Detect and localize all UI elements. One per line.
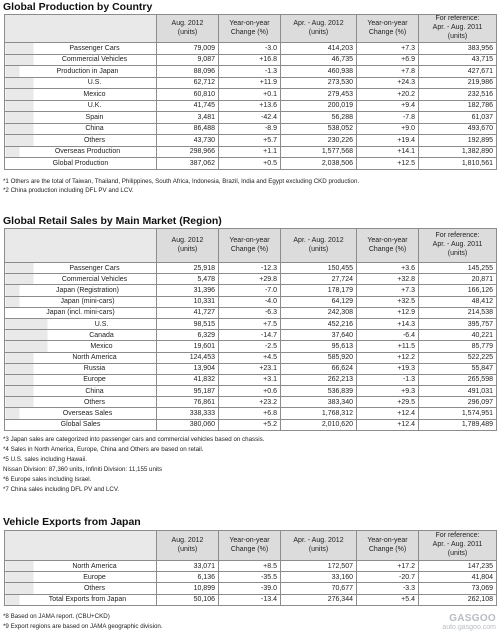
value-cell: 1,577,568	[281, 146, 357, 158]
row-label: Overseas Sales	[5, 408, 157, 419]
value-cell: 338,333	[157, 408, 219, 419]
value-cell: 41,745	[157, 100, 219, 112]
retail-note-6: *7 China sales including DFL PV and LCV.	[3, 486, 120, 493]
value-cell: -39.0	[219, 583, 281, 594]
value-cell: 9,087	[157, 54, 219, 66]
table-row	[5, 158, 497, 170]
value-cell: 95,187	[157, 386, 219, 397]
value-cell: 20,871	[419, 274, 497, 285]
row-label: Passenger Cars	[5, 263, 157, 274]
value-cell: -35.5	[219, 572, 281, 583]
value-cell: +0.5	[219, 158, 281, 170]
value-cell: 62,712	[157, 77, 219, 89]
value-cell: 6,136	[157, 572, 219, 583]
row-label: Spain	[5, 112, 157, 124]
value-cell: 5,478	[157, 274, 219, 285]
value-cell: 61,037	[419, 112, 497, 124]
header-blank-cell	[5, 229, 157, 263]
value-cell: +7.8	[357, 66, 419, 78]
value-cell: +7.3	[357, 43, 419, 55]
value-cell: 147,235	[419, 561, 497, 572]
table-header-row	[5, 15, 497, 43]
value-cell: 414,203	[281, 43, 357, 55]
value-cell: 27,724	[281, 274, 357, 285]
row-label: Passenger Cars	[5, 43, 157, 55]
row-label: Overseas Production	[5, 146, 157, 158]
value-cell: +0.6	[219, 386, 281, 397]
value-cell: 383,956	[419, 43, 497, 55]
table-row	[5, 146, 497, 158]
table-row	[5, 100, 497, 112]
table-row	[5, 374, 497, 385]
exports-note-2: *9 Export regions are based on JAMA geographic division.	[3, 623, 163, 630]
value-cell: 2,038,506	[281, 158, 357, 170]
value-cell: +23.2	[219, 397, 281, 408]
table-row	[5, 408, 497, 419]
row-label: Russia	[5, 363, 157, 374]
table-row	[5, 594, 497, 605]
value-cell: -3.3	[357, 583, 419, 594]
value-cell: +32.5	[357, 296, 419, 307]
table-row	[5, 363, 497, 374]
row-label: Others	[5, 135, 157, 147]
value-cell: +12.4	[357, 408, 419, 419]
table-row	[5, 66, 497, 78]
value-cell: 64,129	[281, 296, 357, 307]
table-row	[5, 307, 497, 318]
row-label: China	[5, 386, 157, 397]
value-cell: +11.5	[357, 341, 419, 352]
value-cell: 10,331	[157, 296, 219, 307]
value-cell: +6.8	[219, 408, 281, 419]
table-row	[5, 77, 497, 89]
row-label: Global Production	[5, 158, 157, 170]
column-header: Year-on-year Change (%)	[219, 229, 281, 263]
row-label: North America	[5, 561, 157, 572]
value-cell: -1.3	[219, 66, 281, 78]
value-cell: 66,624	[281, 363, 357, 374]
value-cell: -7.8	[357, 112, 419, 124]
value-cell: -6.3	[219, 307, 281, 318]
value-cell: 172,507	[281, 561, 357, 572]
table-row	[5, 318, 497, 329]
row-label: Canada	[5, 330, 157, 341]
value-cell: 585,920	[281, 352, 357, 363]
value-cell: 50,106	[157, 594, 219, 605]
gasgoo-url: auto.gasgoo.com	[442, 624, 496, 631]
value-cell: 200,019	[281, 100, 357, 112]
value-cell: 86,488	[157, 123, 219, 135]
value-cell: 214,538	[419, 307, 497, 318]
value-cell: 2,010,620	[281, 419, 357, 430]
column-header: For reference: Apr. - Aug. 2011 (units)	[419, 229, 497, 263]
column-header: Apr. - Aug. 2012 (units)	[281, 229, 357, 263]
value-cell: 43,715	[419, 54, 497, 66]
value-cell: -12.3	[219, 263, 281, 274]
value-cell: +13.6	[219, 100, 281, 112]
table-row	[5, 341, 497, 352]
column-header: Year-on-year Change (%)	[357, 229, 419, 263]
value-cell: 452,216	[281, 318, 357, 329]
value-cell: -8.9	[219, 123, 281, 135]
value-cell: 41,727	[157, 307, 219, 318]
table-row	[5, 285, 497, 296]
value-cell: 43,730	[157, 135, 219, 147]
value-cell: +17.2	[357, 561, 419, 572]
value-cell: -2.5	[219, 341, 281, 352]
gasgoo-logo: GASGOO	[449, 613, 496, 624]
retail-note-3: *5 U.S. sales including Hawaii.	[3, 456, 87, 463]
column-header: Year-on-year Change (%)	[219, 531, 281, 561]
value-cell: 262,108	[419, 594, 497, 605]
value-cell: 192,895	[419, 135, 497, 147]
retail-table	[4, 228, 497, 431]
column-header: Year-on-year Change (%)	[357, 531, 419, 561]
table-row	[5, 572, 497, 583]
value-cell: +16.8	[219, 54, 281, 66]
value-cell: 3,481	[157, 112, 219, 124]
value-cell: -6.4	[357, 330, 419, 341]
column-header: Aug. 2012 (units)	[157, 15, 219, 43]
value-cell: 33,160	[281, 572, 357, 583]
row-label: Others	[5, 583, 157, 594]
row-label: Total Exports from Japan	[5, 594, 157, 605]
value-cell: 145,255	[419, 263, 497, 274]
value-cell: +5.7	[219, 135, 281, 147]
table-row	[5, 263, 497, 274]
table-row	[5, 89, 497, 101]
table-row	[5, 397, 497, 408]
column-header: For reference: Apr. - Aug. 2011 (units)	[419, 15, 497, 43]
value-cell: 73,069	[419, 583, 497, 594]
value-cell: 262,213	[281, 374, 357, 385]
column-header: Year-on-year Change (%)	[357, 15, 419, 43]
value-cell: 538,052	[281, 123, 357, 135]
row-label: U.S.	[5, 318, 157, 329]
value-cell: 380,060	[157, 419, 219, 430]
value-cell: 150,455	[281, 263, 357, 274]
row-label: Europe	[5, 374, 157, 385]
production-note-1: *1 Others are the total of Taiwan, Thailand, Philippines, South Africa, Indonesia, Brazil, India and Egypt excluding CKD production.	[3, 178, 360, 185]
value-cell: 296,097	[419, 397, 497, 408]
row-label: Japan (mini-cars)	[5, 296, 157, 307]
gasgoo-watermark	[442, 613, 496, 631]
value-cell: 279,453	[281, 89, 357, 101]
value-cell: +3.1	[219, 374, 281, 385]
table-row	[5, 123, 497, 135]
table-row	[5, 135, 497, 147]
value-cell: +19.4	[357, 135, 419, 147]
value-cell: 491,031	[419, 386, 497, 397]
value-cell: 522,225	[419, 352, 497, 363]
row-label: Japan (Registration)	[5, 285, 157, 296]
value-cell: 1,382,890	[419, 146, 497, 158]
value-cell: +12.4	[357, 419, 419, 430]
value-cell: 1,810,561	[419, 158, 497, 170]
value-cell: +14.3	[357, 318, 419, 329]
table-row	[5, 352, 497, 363]
table-row	[5, 296, 497, 307]
row-label: Commercial Vehicles	[5, 54, 157, 66]
row-label: Others	[5, 397, 157, 408]
row-label: Commercial Vehicles	[5, 274, 157, 285]
row-label: Global Sales	[5, 419, 157, 430]
value-cell: 460,938	[281, 66, 357, 78]
column-header: Aug. 2012 (units)	[157, 229, 219, 263]
value-cell: -1.3	[357, 374, 419, 385]
value-cell: 232,516	[419, 89, 497, 101]
retail-note-1: *3 Japan sales are categorized into passenger cars and commercial vehicles based on chassis.	[3, 436, 265, 443]
value-cell: 265,598	[419, 374, 497, 385]
value-cell: -13.4	[219, 594, 281, 605]
value-cell: +24.3	[357, 77, 419, 89]
value-cell: 230,226	[281, 135, 357, 147]
table-header-row	[5, 531, 497, 561]
value-cell: +12.5	[357, 158, 419, 170]
value-cell: 427,671	[419, 66, 497, 78]
value-cell: +5.4	[357, 594, 419, 605]
production-table	[4, 14, 497, 170]
value-cell: +4.5	[219, 352, 281, 363]
retail-note-4: Nissan Division: 87,360 units, Infiniti Division: 11,155 units	[3, 466, 163, 473]
value-cell: +8.5	[219, 561, 281, 572]
value-cell: 166,126	[419, 285, 497, 296]
value-cell: 536,839	[281, 386, 357, 397]
value-cell: -14.7	[219, 330, 281, 341]
column-header: Apr. - Aug. 2012 (units)	[281, 531, 357, 561]
row-label: Mexico	[5, 89, 157, 101]
value-cell: +29.8	[219, 274, 281, 285]
value-cell: 85,779	[419, 341, 497, 352]
value-cell: 33,071	[157, 561, 219, 572]
table-row	[5, 330, 497, 341]
value-cell: 219,986	[419, 77, 497, 89]
value-cell: 55,847	[419, 363, 497, 374]
header-blank-cell	[5, 531, 157, 561]
retail-note-5: *6 Europe sales including Israel.	[3, 476, 92, 483]
value-cell: +23.1	[219, 363, 281, 374]
value-cell: 56,288	[281, 112, 357, 124]
row-label: Production in Japan	[5, 66, 157, 78]
value-cell: 242,308	[281, 307, 357, 318]
value-cell: 76,861	[157, 397, 219, 408]
value-cell: 60,810	[157, 89, 219, 101]
row-label: U.K.	[5, 100, 157, 112]
value-cell: +9.3	[357, 386, 419, 397]
value-cell: +12.9	[357, 307, 419, 318]
value-cell: +32.8	[357, 274, 419, 285]
value-cell: 25,918	[157, 263, 219, 274]
value-cell: +9.4	[357, 100, 419, 112]
row-label: Mexico	[5, 341, 157, 352]
value-cell: 88,096	[157, 66, 219, 78]
value-cell: +0.1	[219, 89, 281, 101]
production-title: Global Production by Country	[3, 1, 153, 13]
value-cell: 31,396	[157, 285, 219, 296]
column-header: For reference: Apr. - Aug. 2011 (units)	[419, 531, 497, 561]
value-cell: 79,009	[157, 43, 219, 55]
value-cell: +19.3	[357, 363, 419, 374]
value-cell: +7.5	[219, 318, 281, 329]
retail-title: Global Retail Sales by Main Market (Region)	[3, 215, 222, 227]
column-header: Year-on-year Change (%)	[219, 15, 281, 43]
row-label: China	[5, 123, 157, 135]
table-row	[5, 386, 497, 397]
value-cell: 182,786	[419, 100, 497, 112]
table-row	[5, 54, 497, 66]
retail-note-2: *4 Sales in North America, Europe, China and Others are based on retail.	[3, 446, 204, 453]
table-row	[5, 419, 497, 430]
value-cell: 387,062	[157, 158, 219, 170]
value-cell: 178,179	[281, 285, 357, 296]
value-cell: 1,789,489	[419, 419, 497, 430]
value-cell: -20.7	[357, 572, 419, 583]
value-cell: +3.6	[357, 263, 419, 274]
value-cell: 124,453	[157, 352, 219, 363]
value-cell: +9.0	[357, 123, 419, 135]
exports-title: Vehicle Exports from Japan	[3, 516, 141, 528]
table-header-row	[5, 229, 497, 263]
table-row	[5, 561, 497, 572]
value-cell: 10,899	[157, 583, 219, 594]
value-cell: 41,804	[419, 572, 497, 583]
value-cell: -4.0	[219, 296, 281, 307]
value-cell: 41,832	[157, 374, 219, 385]
value-cell: -3.0	[219, 43, 281, 55]
value-cell: 276,344	[281, 594, 357, 605]
exports-table	[4, 530, 497, 606]
table-row	[5, 43, 497, 55]
value-cell: 40,221	[419, 330, 497, 341]
value-cell: +29.5	[357, 397, 419, 408]
value-cell: 298,966	[157, 146, 219, 158]
value-cell: 493,670	[419, 123, 497, 135]
value-cell: 95,613	[281, 341, 357, 352]
value-cell: 37,640	[281, 330, 357, 341]
row-label: Europe	[5, 572, 157, 583]
value-cell: 383,340	[281, 397, 357, 408]
table-row	[5, 112, 497, 124]
value-cell: 1,768,312	[281, 408, 357, 419]
row-label: Japan (incl. mini-cars)	[5, 307, 157, 318]
column-header: Aug. 2012 (units)	[157, 531, 219, 561]
value-cell: +20.2	[357, 89, 419, 101]
production-note-2: *2 China production including DFL PV and LCV.	[3, 187, 134, 194]
row-label: U.S.	[5, 77, 157, 89]
value-cell: +5.2	[219, 419, 281, 430]
value-cell: 6,329	[157, 330, 219, 341]
value-cell: 1,574,951	[419, 408, 497, 419]
value-cell: 13,904	[157, 363, 219, 374]
header-blank-cell	[5, 15, 157, 43]
value-cell: +11.9	[219, 77, 281, 89]
column-header: Apr. - Aug. 2012 (units)	[281, 15, 357, 43]
value-cell: -42.4	[219, 112, 281, 124]
value-cell: -7.0	[219, 285, 281, 296]
row-label: North America	[5, 352, 157, 363]
table-row	[5, 274, 497, 285]
table-row	[5, 583, 497, 594]
value-cell: +14.1	[357, 146, 419, 158]
value-cell: 273,530	[281, 77, 357, 89]
value-cell: 46,735	[281, 54, 357, 66]
value-cell: 19,601	[157, 341, 219, 352]
value-cell: 395,757	[419, 318, 497, 329]
exports-note-1: *8 Based on JAMA report. (CBU+CKD)	[3, 613, 110, 620]
value-cell: +7.3	[357, 285, 419, 296]
value-cell: 48,412	[419, 296, 497, 307]
value-cell: +12.2	[357, 352, 419, 363]
value-cell: +6.9	[357, 54, 419, 66]
value-cell: +1.1	[219, 146, 281, 158]
value-cell: 70,677	[281, 583, 357, 594]
value-cell: 98,515	[157, 318, 219, 329]
